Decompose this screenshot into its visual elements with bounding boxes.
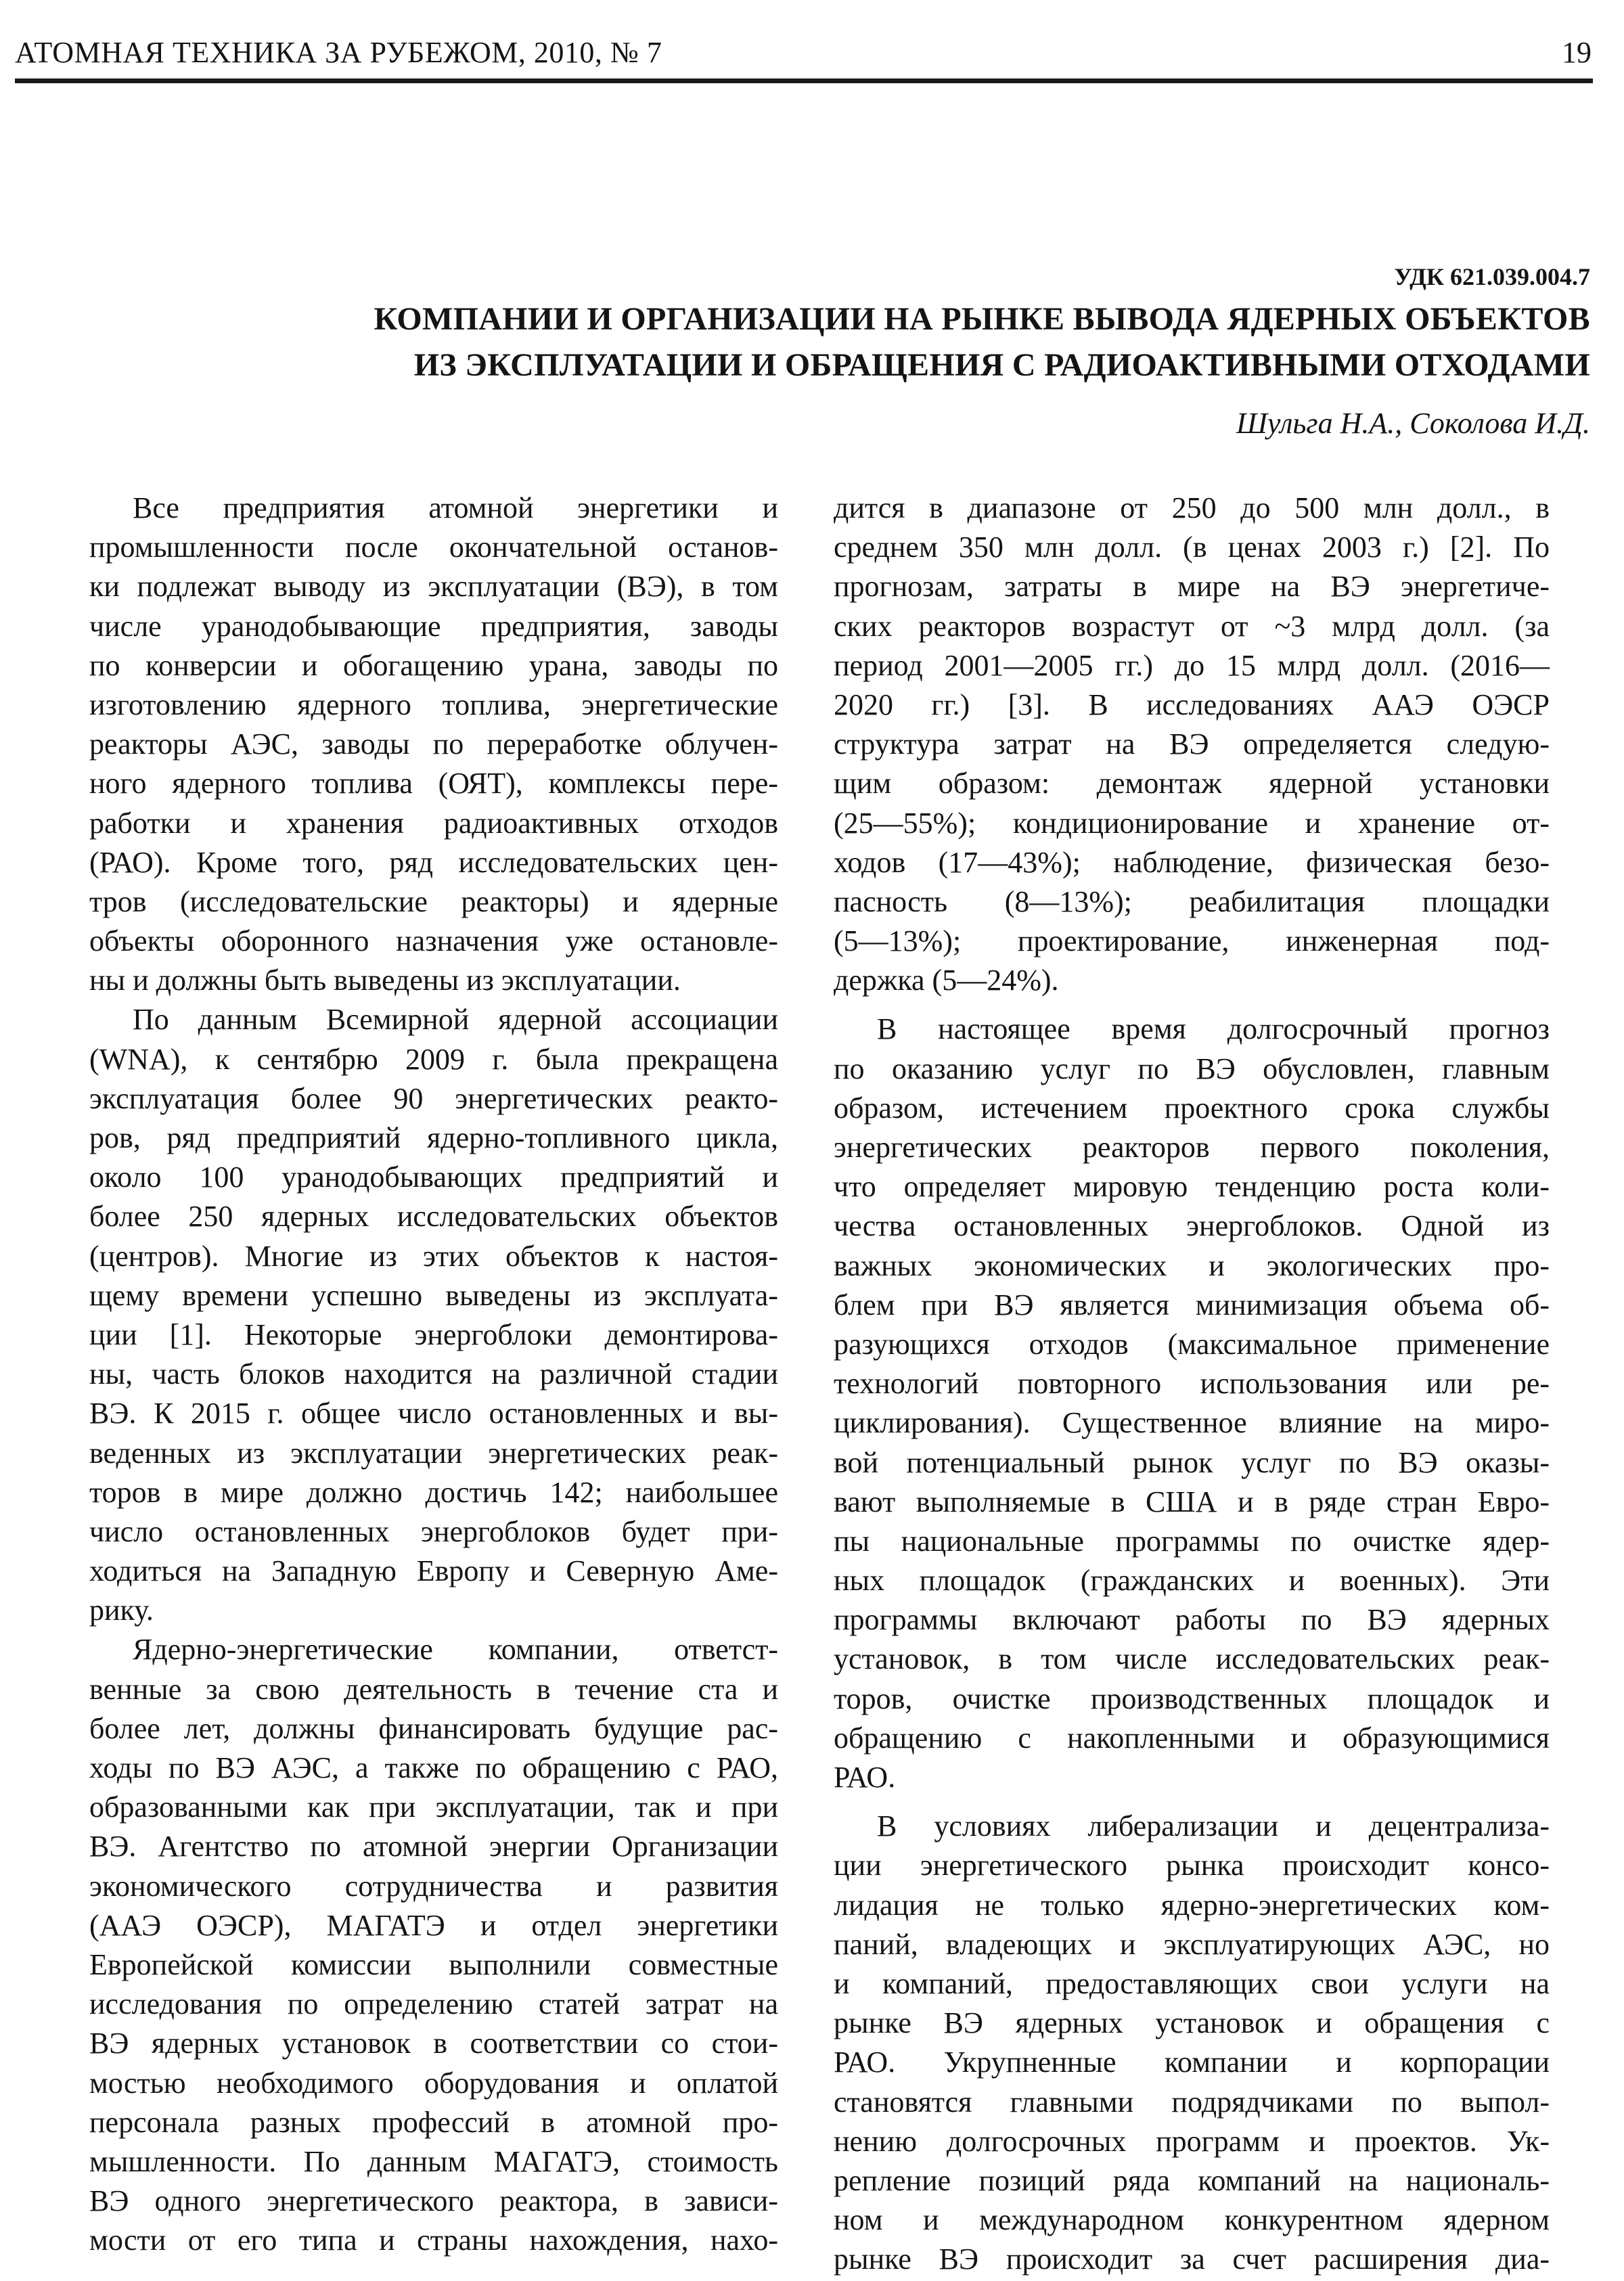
text-line: венные за свою деятельность в течение ста и [89, 1672, 778, 1706]
text-line: ВЭ ядерных установок в соответствии со стои- [89, 2027, 778, 2060]
text-line: мостью необходимого оборудования и оплатой [89, 2066, 778, 2100]
text-line: ны, часть блоков находится на различной стадии [89, 1357, 778, 1391]
article-title-line: КОМПАНИИ И ОРГАНИЗАЦИИ НА РЫНКЕ ВЫВОДА ЯДЕРНЫХ ОБЪЕКТОВ [374, 301, 1590, 337]
text-line: торов в мире должно достичь 142; наибольшее [89, 1475, 778, 1509]
text-line: ны и должны быть выведены из эксплуатации. [89, 964, 681, 997]
text-line: технологий повторного использования или ре- [834, 1367, 1550, 1401]
text-line: энергетических реакторов первого поколения, [834, 1131, 1550, 1164]
text-line: около 100 уранодобывающих предприятий и [89, 1160, 778, 1194]
text-line: образом, истечением проектного срока службы [834, 1091, 1550, 1125]
text-line: репление позиций ряда компаний на националь- [834, 2163, 1550, 2197]
text-line: держка (5—24%). [834, 964, 1059, 997]
text-line: рику. [89, 1594, 154, 1627]
text-line: число остановленных энергоблоков будет при- [89, 1514, 778, 1548]
udk-code: УДК 621.039.004.7 [1394, 263, 1590, 290]
text-line: (РАО). Кроме того, ряд исследовательских цен- [89, 845, 778, 879]
text-line: вой потенциальный рынок услуг по ВЭ оказы- [834, 1445, 1550, 1479]
text-line: дится в диапазоне от 250 до 500 млн долл., в [834, 491, 1550, 524]
text-line: Все предприятия атомной энергетики и [133, 491, 778, 524]
text-line: ных площадок (гражданских и военных). Эти [834, 1564, 1550, 1598]
text-line: работки и хранения радиоактивных отходов [89, 806, 778, 840]
text-line: более лет, должны финансировать будущие рас- [89, 1711, 778, 1745]
text-line: щему времени успешно выведены из эксплуата- [89, 1278, 778, 1312]
text-line: пасность (8—13%); реабилитация площадки [834, 884, 1550, 918]
text-line: 2020 гг.) [3]. В исследованиях ААЭ ОЭСР [834, 687, 1550, 721]
text-line: ного ядерного топлива (ОЯТ), комплексы пере- [89, 767, 778, 800]
text-line: веденных из эксплуатации энергетических реак- [89, 1436, 778, 1470]
text-line: торов, очистке производственных площадок и [834, 1681, 1550, 1715]
text-line: лидация не только ядерно-энергетических ком- [834, 1888, 1550, 1922]
text-line: образованными как при эксплуатации, так и при [89, 1790, 778, 1824]
text-line: эксплуатация более 90 энергетических реакто- [89, 1081, 778, 1115]
text-line: чества остановленных энергоблоков. Одной из [834, 1209, 1550, 1243]
body-paragraph [834, 1807, 1550, 2279]
text-line: вают выполняемые в США и в ряде стран Евро- [834, 1485, 1550, 1518]
article-title [374, 296, 1591, 388]
text-line: ции [1]. Некоторые энергоблоки демонтирова- [89, 1317, 778, 1351]
text-line: мышленности. По данным МАГАТЭ, стоимость [89, 2144, 778, 2178]
text-line: и компаний, предоставляющих свои услуги на [834, 1966, 1550, 2000]
text-line: (25—55%); кондиционирование и хранение от- [834, 806, 1550, 840]
text-line: нению долгосрочных программ и проектов. Ук- [834, 2124, 1550, 2158]
text-line: разующихся отходов (максимальное применение [834, 1327, 1550, 1361]
text-column-left [89, 489, 778, 2260]
text-line: ВЭ одного энергетического реактора, в зависи- [89, 2184, 778, 2218]
text-line: РАО. [834, 1761, 896, 1794]
text-line: объекты оборонного назначения уже остановле- [89, 924, 778, 958]
page-number: 19 [1562, 36, 1592, 69]
text-line: ходов (17—43%); наблюдение, физическая безо- [834, 845, 1550, 879]
text-line: щим образом: демонтаж ядерной установки [834, 767, 1550, 800]
body-paragraph [834, 489, 1550, 1000]
text-line: (5—13%); проектирование, инженерная под- [834, 924, 1550, 958]
text-line: тров (исследовательские реакторы) и ядерные [89, 884, 778, 918]
text-line: изготовлению ядерного топлива, энергетические [89, 687, 778, 721]
text-line: важных экономических и экологических про- [834, 1248, 1550, 1282]
text-line: Европейской комиссии выполнили совместные [89, 1947, 778, 1981]
text-line: РАО. Укрупненные компании и корпорации [834, 2046, 1550, 2079]
text-line: В настоящее время долгосрочный прогноз [877, 1012, 1550, 1046]
body-paragraph [89, 489, 778, 1000]
text-line: период 2001—2005 гг.) до 15 млрд долл. (2016— [834, 648, 1550, 682]
text-line: промышленности после окончательной останов- [89, 530, 778, 564]
text-line: мости от его типа и страны нахождения, нахо- [89, 2223, 778, 2257]
text-line: становятся главными подрядчиками по выпол- [834, 2085, 1550, 2119]
text-line: реакторы АЭС, заводы по переработке облучен- [89, 727, 778, 761]
text-line: прогнозам, затраты в мире на ВЭ энергетиче- [834, 570, 1550, 604]
text-line: экономического сотрудничества и развития [89, 1869, 778, 1903]
text-line: паний, владеющих и эксплуатирующих АЭС, но [834, 1927, 1550, 1961]
body-paragraph [89, 1000, 778, 1630]
text-line: ров, ряд предприятий ядерно-топливного цикла, [89, 1121, 778, 1154]
text-line: (WNA), к сентябрю 2009 г. была прекращена [89, 1042, 778, 1076]
text-line: по оказанию услуг по ВЭ обусловлен, главным [834, 1052, 1550, 1085]
text-line: В условиях либерализации и децентрализа- [877, 1809, 1550, 1843]
text-line: ном и международном конкурентном ядерном [834, 2203, 1550, 2237]
text-line: рынке ВЭ ядерных установок и обращения с [834, 2006, 1550, 2040]
text-line: среднем 350 млн долл. (в ценах 2003 г.) [2]. По [834, 530, 1550, 564]
text-line: пы национальные программы по очистке ядер- [834, 1524, 1550, 1558]
text-line: ходы по ВЭ АЭС, а также по обращению с РАО, [89, 1751, 778, 1784]
text-line: блем при ВЭ является минимизация объема об- [834, 1288, 1550, 1322]
text-line: более 250 ядерных исследовательских объектов [89, 1200, 778, 1234]
text-line: структура затрат на ВЭ определяется следую- [834, 727, 1550, 761]
text-line: исследования по определению статей затрат на [89, 1987, 778, 2021]
text-line: программы включают работы по ВЭ ядерных [834, 1603, 1550, 1637]
article-title-line: ИЗ ЭКСПЛУАТАЦИИ И ОБРАЩЕНИЯ С РАДИОАКТИВНЫМИ ОТХОДАМИ [413, 347, 1590, 383]
text-column-right [834, 489, 1550, 2279]
text-line: ВЭ. Агентство по атомной энергии Организации [89, 1830, 778, 1864]
text-line: по конверсии и обогащению урана, заводы по [89, 648, 778, 682]
text-line: (центров). Многие из этих объектов к настоя- [89, 1239, 778, 1273]
text-line: что определяет мировую тенденцию роста коли- [834, 1170, 1550, 1204]
text-line: рынке ВЭ происходит за счет расширения диа- [834, 2242, 1550, 2276]
header-rule [15, 78, 1593, 83]
running-header-journal: АТОМНАЯ ТЕХНИКА ЗА РУБЕЖОМ, 2010, № 7 [15, 36, 662, 69]
text-line: ских реакторов возрастут от ~3 млрд долл. (за [834, 609, 1550, 643]
text-line: ВЭ. К 2015 г. общее число остановленных и вы- [89, 1397, 778, 1430]
article-authors: Шульга Н.А., Соколова И.Д. [1236, 407, 1590, 440]
text-line: По данным Всемирной ядерной ассоциации [133, 1003, 778, 1037]
text-line: (ААЭ ОЭСР), МАГАТЭ и отдел энергетики [89, 1908, 778, 1942]
text-line: ции энергетического рынка происходит консо- [834, 1849, 1550, 1882]
text-line: ки подлежат выводу из эксплуатации (ВЭ), в том [89, 570, 778, 604]
text-line: установок, в том числе исследовательских реак- [834, 1642, 1550, 1676]
text-line: циклирования). Существенное влияние на миро- [834, 1406, 1550, 1440]
text-line: Ядерно-энергетические компании, ответст- [133, 1633, 778, 1667]
text-line: персонала разных профессий в атомной про- [89, 2105, 778, 2139]
body-paragraph [834, 1010, 1550, 1797]
text-line: ходиться на Западную Европу и Северную Аме- [89, 1554, 778, 1588]
body-paragraph [89, 1630, 778, 2260]
text-line: обращению с накопленными и образующимися [834, 1721, 1550, 1755]
text-line: числе уранодобывающие предприятия, заводы [89, 609, 778, 643]
